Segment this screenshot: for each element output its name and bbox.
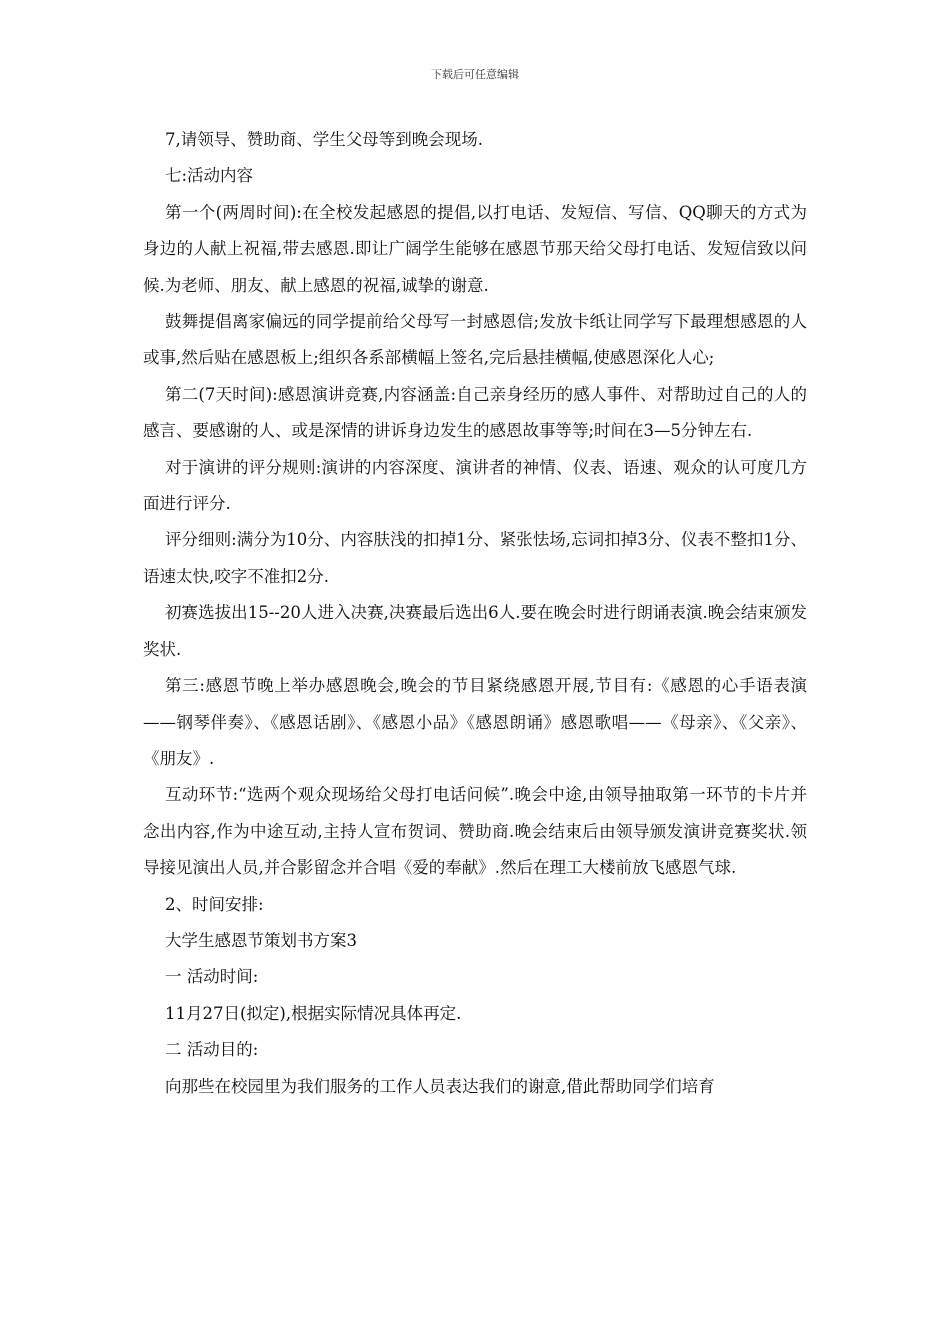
section-heading: 一 活动时间:	[165, 967, 259, 987]
page-header: 下载后可任意编辑	[431, 68, 519, 81]
paragraph: 鼓舞提倡离家偏远的同学提前给父母写一封感恩信;发放卡纸让同学写下最理想感恩的人或事,然后贴在感恩板上;组织各系部横幅上签名,完后悬挂横幅,使感恩深化人心;	[143, 312, 807, 368]
section-heading: 二 活动目的:	[165, 1040, 259, 1060]
paragraph: 初赛选拔出15--20人进入决赛,决赛最后选出6人.要在晚会时进行朗诵表演.晚会结束颁发奖状.	[143, 603, 807, 659]
paragraph: 向那些在校园里为我们服务的工作人员表达我们的谢意,借此帮助同学们培育	[165, 1076, 715, 1096]
paragraph: 互动环节:“选两个观众现场给父母打电话问候”.晚会中途,由领导抽取第一环节的卡片并念出内容,作为中途互动,主持人宣布贺词、赞助商.晚会结束后由领导颁发演讲竞赛奖状.领导接见演出人员,并合影留念并合唱《爱的奉献》.然后在理工大楼前放飞感恩气球.	[143, 785, 807, 878]
paragraph: 第二(7天时间):感恩演讲竞赛,内容涵盖:自己亲身经历的感人事件、对帮助过自己的人的感言、要感谢的人、或是深情的讲诉身边发生的感恩故事等等;时间在3—5分钟左右.	[143, 384, 807, 441]
document-body	[143, 122, 807, 1105]
paragraph: 第三:感恩节晚上举办感恩晚会,晚会的节目紧绕感恩开展,节目有:《感恩的心手语表演——钢琴伴奏》、《感恩话剧》、《感恩小品》《感恩朗诵》感恩歌唱——《母亲》、《父亲》、《朋友》.	[143, 676, 807, 768]
paragraph: 对于演讲的评分规则:演讲的内容深度、演讲者的神情、仪表、语速、观众的认可度几方面进行评分.	[143, 457, 807, 514]
section-heading: 七:活动内容	[165, 166, 254, 186]
paragraph: 11月27日(拟定),根据实际情况具体再定.	[165, 1003, 462, 1023]
paragraph: 评分细则:满分为10分、内容肤浅的扣掉1分、紧张怯场,忘词扣掉3分、仪表不整扣1分、语速太快,咬字不准扣2分.	[143, 530, 807, 586]
paragraph: 第一个(两周时间):在全校发起感恩的提倡,以打电话、发短信、写信、QQ聊天的方式为身边的人献上祝福,带去感恩.即让广阔学生能够在感恩节那天给父母打电话、发短信致以问候.为老师、朋友、献上感恩的祝福,诚挚的谢意.	[143, 202, 807, 295]
section-heading: 2、时间安排:	[165, 894, 264, 914]
section-heading: 大学生感恩节策划书方案3	[165, 930, 357, 950]
paragraph: 7,请领导、赞助商、学生父母等到晚会现场.	[165, 130, 483, 149]
